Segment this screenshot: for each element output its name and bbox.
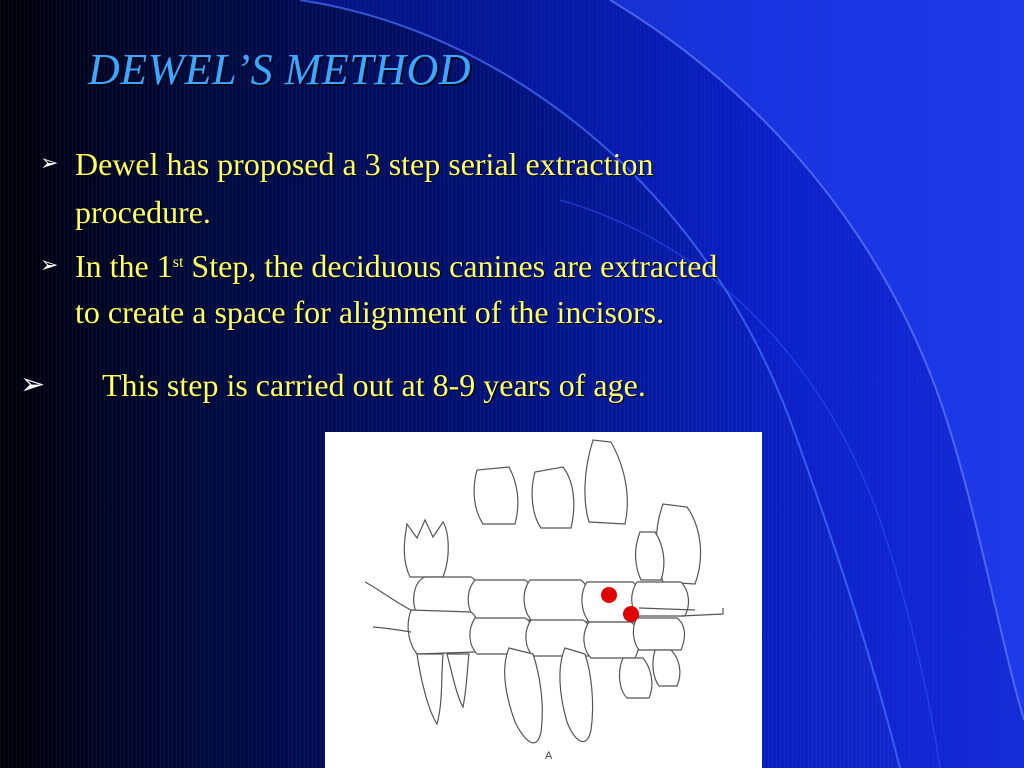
- arrowhead-bullet-icon: ➢: [40, 253, 59, 278]
- bullet-3: This step is carried out at 8-9 years of age.: [102, 367, 646, 403]
- bullet-2-superscript: st: [172, 254, 184, 271]
- arrowhead-bullet-icon: ➢: [40, 151, 59, 176]
- bullet-2-text-pre: In the 1: [75, 248, 173, 284]
- bullet-1-line-1: Dewel has proposed a 3 step serial extraction: [75, 146, 654, 182]
- bullet-1-line-2: procedure.: [75, 194, 211, 230]
- bullet-2-text-post: Step, the deciduous canines are extracted: [183, 248, 718, 284]
- teeth-illustration: [325, 432, 762, 768]
- figure-label: A: [545, 750, 553, 762]
- bullet-2-line-1: [75, 244, 717, 295]
- dental-diagram: [325, 432, 762, 768]
- slide-title: DEWEL’S METHOD: [88, 45, 471, 94]
- arrowhead-bullet-icon: ➢: [20, 367, 46, 402]
- bullet-2-line-2: to create a space for alignment of the incisors.: [75, 294, 665, 330]
